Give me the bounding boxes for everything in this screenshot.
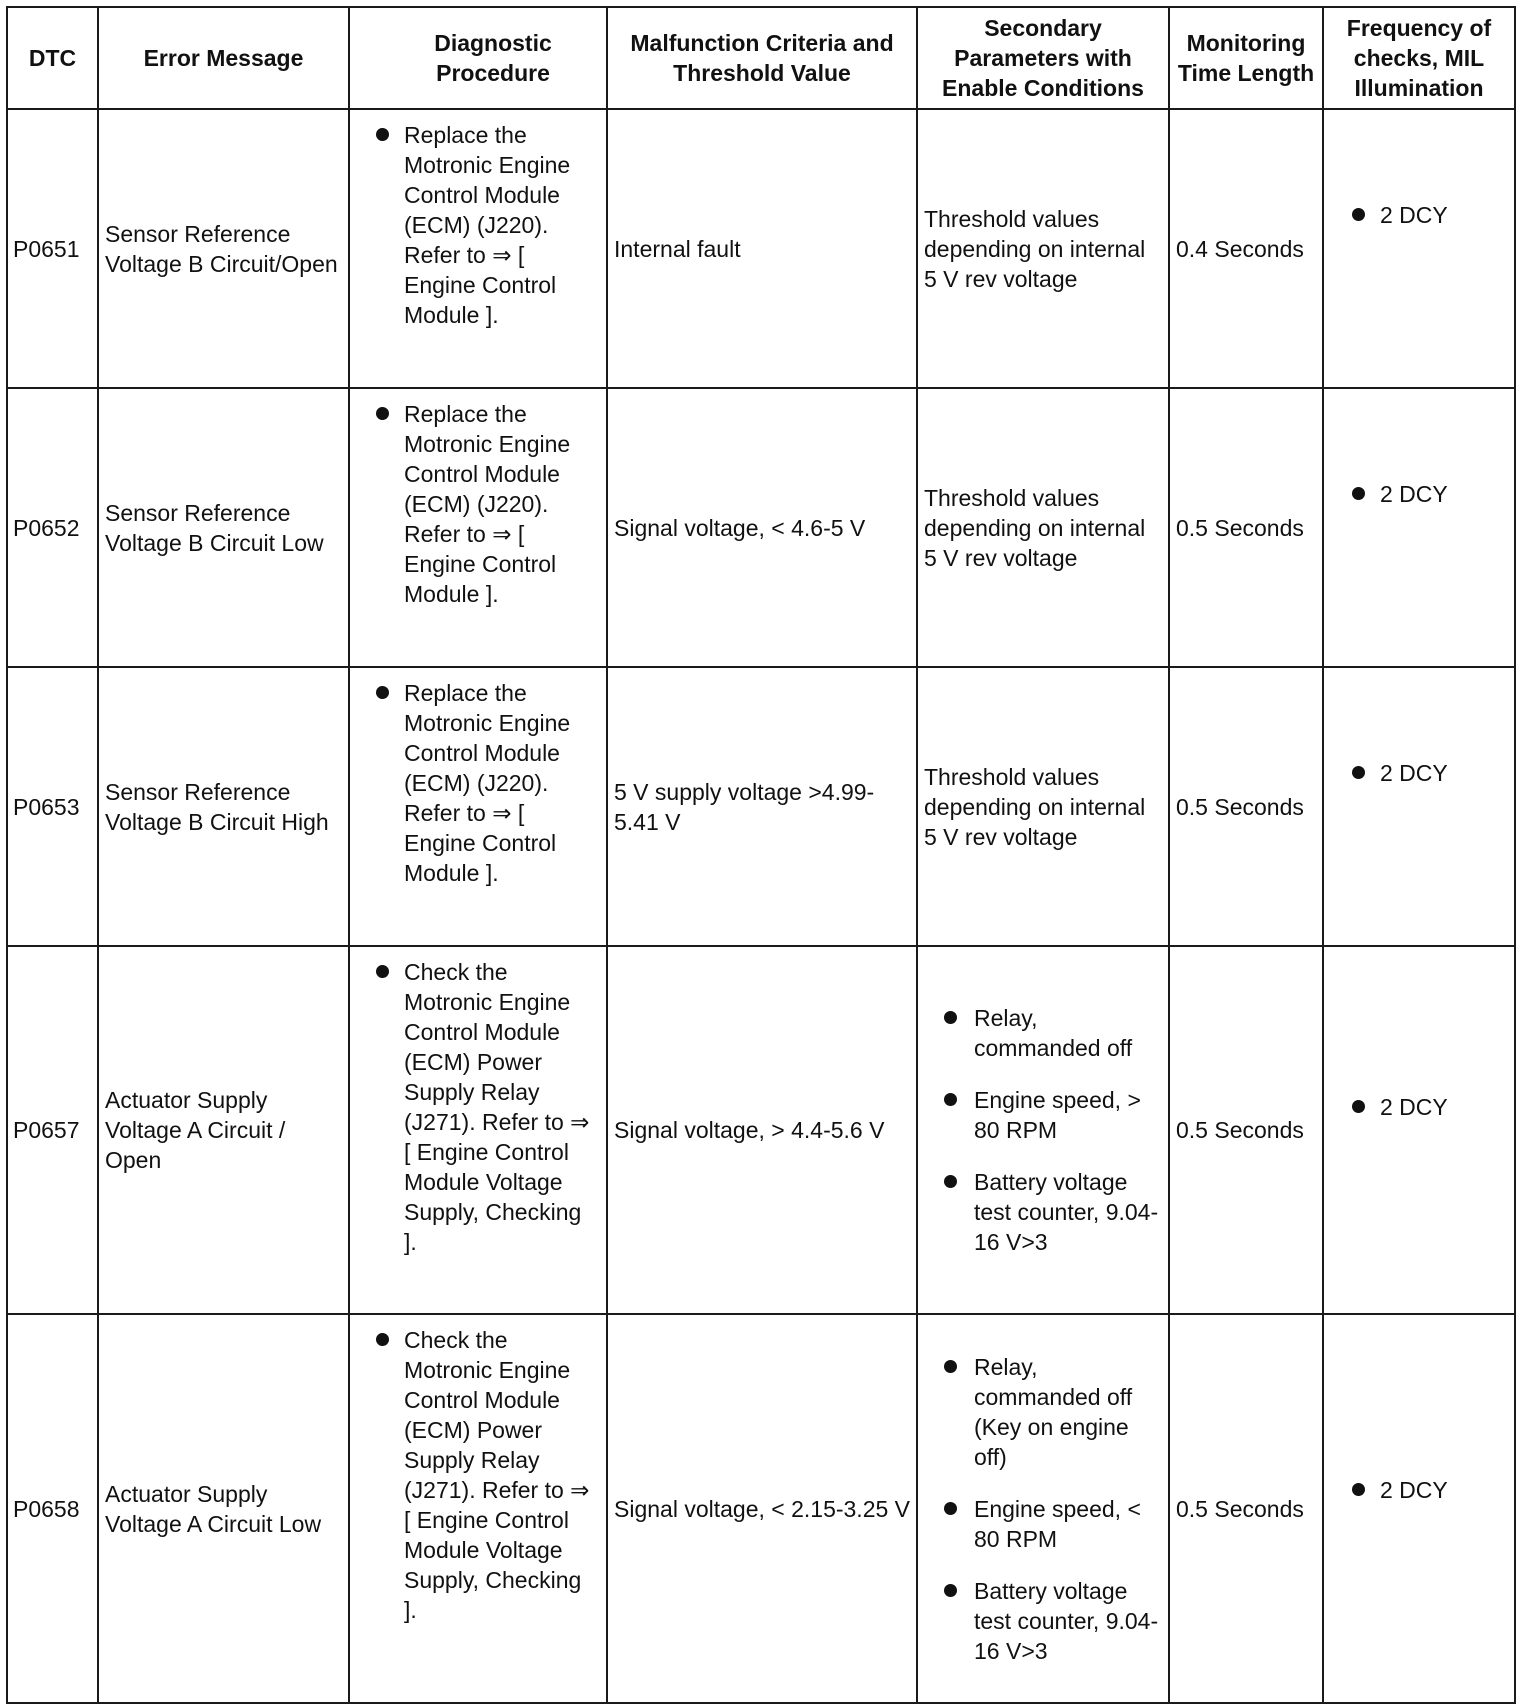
list-item: Battery voltage test counter, 9.04-16 V>3 xyxy=(924,1167,1162,1257)
secondary-parameters: Threshold values depending on internal 5 V rev voltage xyxy=(917,109,1169,388)
header-diagnostic-procedure: Diagnostic Procedure xyxy=(349,7,607,109)
list-item: Replace the Motronic Engine Control Module (ECM) (J220). Refer to ⇒ [ Engine Control Module ]. xyxy=(356,678,600,888)
header-error-message: Error Message xyxy=(98,7,349,109)
list-item: Check the Motronic Engine Control Module (ECM) Power Supply Relay (J271). Refer to ⇒ [ Engine Control Module Voltage Supply, Checking ]. xyxy=(356,957,600,1257)
dtc-code: P0658 xyxy=(7,1314,98,1703)
list-item: Replace the Motronic Engine Control Module (ECM) (J220). Refer to ⇒ [ Engine Control Module ]. xyxy=(356,120,600,330)
frequency-mil xyxy=(1323,946,1515,1314)
list-item: 2 DCY xyxy=(1330,1475,1508,1505)
monitoring-time: 0.5 Seconds xyxy=(1169,667,1323,946)
table-header-row xyxy=(7,7,1515,109)
list-item: Engine speed, < 80 RPM xyxy=(924,1494,1162,1554)
frequency-mil xyxy=(1323,1314,1515,1703)
dtc-table xyxy=(6,6,1516,1704)
diagnostic-procedure xyxy=(349,388,607,667)
list-item: Replace the Motronic Engine Control Module (ECM) (J220). Refer to ⇒ [ Engine Control Module ]. xyxy=(356,399,600,609)
error-message: Actuator Supply Voltage A Circuit Low xyxy=(98,1314,349,1703)
monitoring-time: 0.4 Seconds xyxy=(1169,109,1323,388)
list-item: 2 DCY xyxy=(1330,758,1508,788)
monitoring-time: 0.5 Seconds xyxy=(1169,1314,1323,1703)
list-item: 2 DCY xyxy=(1330,200,1508,230)
diagnostic-procedure xyxy=(349,667,607,946)
frequency-mil xyxy=(1323,109,1515,388)
list-item: 2 DCY xyxy=(1330,1092,1508,1122)
list-item: Check the Motronic Engine Control Module (ECM) Power Supply Relay (J271). Refer to ⇒ [ Engine Control Module Voltage Supply, Checking ]. xyxy=(356,1325,600,1625)
list-item: 2 DCY xyxy=(1330,479,1508,509)
dtc-code: P0657 xyxy=(7,946,98,1314)
dtc-code: P0653 xyxy=(7,667,98,946)
table-row xyxy=(7,667,1515,946)
header-dtc: DTC xyxy=(7,7,98,109)
header-malfunction-criteria: Malfunction Criteria and Threshold Value xyxy=(607,7,917,109)
monitoring-time: 0.5 Seconds xyxy=(1169,388,1323,667)
table-row xyxy=(7,388,1515,667)
header-frequency-mil: Frequency of checks, MIL Illumination xyxy=(1323,7,1515,109)
error-message: Actuator Supply Voltage A Circuit / Open xyxy=(98,946,349,1314)
secondary-parameters: Threshold values depending on internal 5 V rev voltage xyxy=(917,667,1169,946)
malfunction-criteria: Signal voltage, < 2.15-3.25 V xyxy=(607,1314,917,1703)
header-monitoring-time: Monitoring Time Length xyxy=(1169,7,1323,109)
secondary-parameters xyxy=(917,1314,1169,1703)
list-item: Engine speed, > 80 RPM xyxy=(924,1085,1162,1145)
malfunction-criteria: Signal voltage, > 4.4-5.6 V xyxy=(607,946,917,1314)
malfunction-criteria: Signal voltage, < 4.6-5 V xyxy=(607,388,917,667)
dtc-code: P0651 xyxy=(7,109,98,388)
error-message: Sensor Reference Voltage B Circuit/Open xyxy=(98,109,349,388)
error-message: Sensor Reference Voltage B Circuit Low xyxy=(98,388,349,667)
malfunction-criteria: Internal fault xyxy=(607,109,917,388)
list-item: Battery voltage test counter, 9.04-16 V>3 xyxy=(924,1576,1162,1666)
list-item: Relay, commanded off xyxy=(924,1003,1162,1063)
diagnostic-procedure xyxy=(349,1314,607,1703)
diagnostic-procedure xyxy=(349,946,607,1314)
secondary-parameters: Threshold values depending on internal 5 V rev voltage xyxy=(917,388,1169,667)
list-item: Relay, commanded off (Key on engine off) xyxy=(924,1352,1162,1472)
secondary-parameters xyxy=(917,946,1169,1314)
error-message: Sensor Reference Voltage B Circuit High xyxy=(98,667,349,946)
monitoring-time: 0.5 Seconds xyxy=(1169,946,1323,1314)
header-secondary-parameters: Secondary Parameters with Enable Conditions xyxy=(917,7,1169,109)
diagnostic-procedure xyxy=(349,109,607,388)
table-row xyxy=(7,109,1515,388)
dtc-code: P0652 xyxy=(7,388,98,667)
frequency-mil xyxy=(1323,667,1515,946)
malfunction-criteria: 5 V supply voltage >4.99-5.41 V xyxy=(607,667,917,946)
table-row xyxy=(7,946,1515,1314)
frequency-mil xyxy=(1323,388,1515,667)
table-row xyxy=(7,1314,1515,1703)
